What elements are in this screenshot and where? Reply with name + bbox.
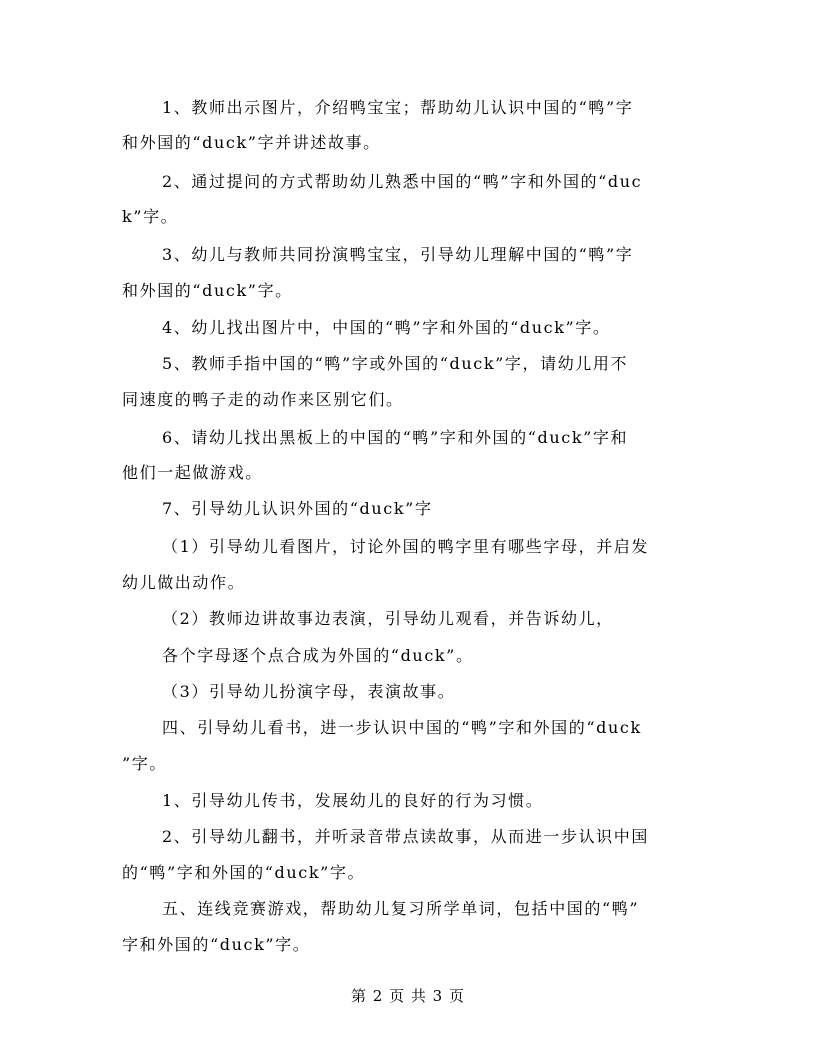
text-line: 的“鸭”字和外国的“duck”字。	[122, 863, 366, 882]
text-line: 同速度的鸭子走的动作来区别它们。	[122, 390, 404, 409]
text-line: 字和外国的“duck”字。	[122, 935, 311, 954]
text-line: 3、幼儿与教师共同扮演鸭宝宝，引导幼儿理解中国的“鸭”字	[162, 245, 634, 264]
text-line: 他们一起做游戏。	[122, 463, 263, 482]
text-line: 4、幼儿找出图片中，中国的“鸭”字和外国的“duck”字。	[162, 318, 611, 337]
text-line: 2、引导幼儿翻书，并听录音带点读故事，从而进一步认识中国	[162, 827, 649, 846]
text-line: 和外国的“duck”字。	[122, 281, 293, 300]
text-line: 2、通过提问的方式帮助幼儿熟悉中国的“鸭”字和外国的“duc	[162, 172, 643, 191]
text-line: 1、教师出示图片，介绍鸭宝宝；帮助幼儿认识中国的“鸭”字	[162, 98, 634, 117]
text-line: 1、引导幼儿传书，发展幼儿的良好的行为习惯。	[162, 791, 544, 810]
current-page-number: 2	[372, 987, 384, 1005]
text-line: 四、引导幼儿看书，进一步认识中国的“鸭”字和外国的“duck	[162, 718, 642, 737]
text-line: 6、请幼儿找出黑板上的中国的“鸭”字和外国的“duck”字和	[162, 428, 629, 447]
text-line: 和外国的“duck”字并讲述故事。	[122, 133, 381, 152]
text-line: 5、教师手指中国的“鸭”字或外国的“duck”字，请幼儿用不	[162, 354, 629, 373]
footer-label-end: 页	[449, 987, 466, 1005]
text-line: 幼儿做出动作。	[122, 573, 246, 592]
text-line: （3）引导幼儿扮演字母，表演故事。	[162, 682, 456, 701]
text-line: 各个字母逐个点合成为外国的“duck”。	[162, 646, 474, 665]
footer-label-of: 页 共	[389, 987, 427, 1005]
total-pages-number: 3	[432, 987, 444, 1005]
text-line: 7、引导幼儿认识外国的“duck”字	[162, 499, 433, 518]
text-line: k”字。	[122, 207, 179, 226]
text-line: 五、连线竞赛游戏，帮助幼儿复习所学单词，包括中国的“鸭”	[162, 899, 640, 918]
footer-label-page: 第	[350, 987, 367, 1005]
text-line: （1）引导幼儿看图片，讨论外国的鸭字里有哪些字母，并启发	[162, 537, 649, 556]
text-line: ”字。	[122, 754, 167, 773]
page-footer	[0, 986, 816, 1006]
text-line: （2）教师边讲故事边表演，引导幼儿观看，并告诉幼儿，	[162, 609, 614, 628]
